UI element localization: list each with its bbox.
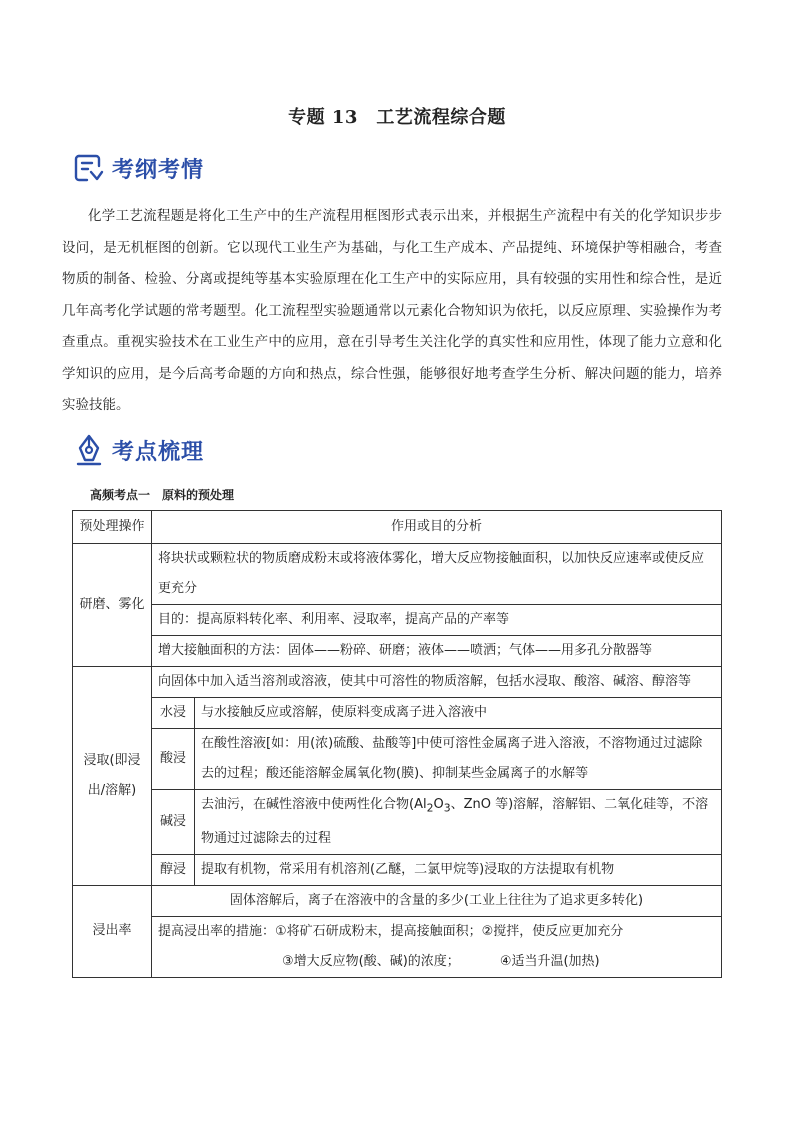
table-row xyxy=(73,698,722,729)
content-cell: 目的：提高原料转化率、利用率、浸取率，提高产品的产率等 xyxy=(152,605,722,636)
table-row xyxy=(73,790,722,855)
content-cell: 增大接触面积的方法：固体——粉碎、研磨；液体——喷洒；气体——用多孔分散器等 xyxy=(152,636,722,667)
sub-op-cell: 水浸 xyxy=(152,698,195,729)
content-cell: 与水接触反应或溶解，使原料变成离子进入溶液中 xyxy=(195,698,722,729)
op-cell: 研磨、雾化 xyxy=(73,544,152,667)
sub-op-cell: 酸浸 xyxy=(152,729,195,790)
header-cell: 作用或目的分析 xyxy=(152,511,722,544)
table-row xyxy=(73,885,722,916)
page-title: 专题 13 工艺流程综合题 xyxy=(288,107,506,128)
subheading: 高频考点一 原料的预处理 xyxy=(90,488,235,502)
content-cell: 向固体中加入适当溶剂或溶液，使其中可溶性的物质溶解，包括水浸取、酸溶、碱溶、醇溶等 xyxy=(152,667,722,698)
pretreatment-table xyxy=(72,510,722,978)
table-row xyxy=(73,667,722,698)
table-row xyxy=(73,605,722,636)
table-row xyxy=(73,544,722,605)
section-heading-exam-outline xyxy=(74,150,204,186)
content-cell: 提取有机物，常采用有机溶剂(乙醚，二氯甲烷等)浸取的方法提取有机物 xyxy=(195,854,722,885)
content-cell: 将块状或颗粒状的物质磨成粉末或将液体雾化，增大反应物接触面积，以加快反应速率或使反应更充分 xyxy=(152,544,722,605)
content-cell: 去油污，在碱性溶液中使两性化合物($Al_2O_3$、ZnO 等)溶解，溶解铝、二氧化硅等，不溶物通过过滤除去的过程 xyxy=(195,790,722,855)
sub-op-cell: 醇浸 xyxy=(152,854,195,885)
table-row xyxy=(73,854,722,885)
table-row xyxy=(73,916,722,977)
table-header-row xyxy=(73,511,722,544)
section-heading-text: 考纲考情 xyxy=(112,157,205,183)
pen-nib-icon xyxy=(74,434,104,466)
sub-op-cell: 碱浸 xyxy=(152,790,195,855)
content-cell: 在酸性溶液[如：用(浓)硫酸、盐酸等]中使可溶性金属离子进入溶液，不溶物通过过滤除去的过程；酸还能溶解金属氧化物(膜)、抑制某些金属离子的水解等 xyxy=(195,729,722,790)
table-row xyxy=(73,636,722,667)
section-heading-text: 考点梳理 xyxy=(112,439,205,465)
header-cell: 预处理操作 xyxy=(73,511,152,544)
op-cell: 浸出率 xyxy=(73,885,152,977)
list-icon xyxy=(74,152,104,184)
content-cell: 提高浸出率的措施：①将矿石研成粉末，提高接触面积；②搅拌，使反应更加充分 ③增大反应物(酸、碱)的浓度； ④适当升温(加热) xyxy=(152,916,722,977)
table-row xyxy=(73,729,722,790)
intro-paragraph: 化学工艺流程题是将化工生产中的生产流程用框图形式表示出来，并根据生产流程中有关的化学知识步步设问，是无机框图的创新。它以现代工业生产为基础，与化工生产成本、产品提纯、环境保护等相融合，考查物质的制备、检验、分离或提纯等基本实验原理在化工生产中的实际应用，具有较强的实用性和综合性，是近几年高考化学试题的常考题型。化工流程型实验题通常以元素化合物知识为依托，以反应原理、实验操作为考查重点。重视实验技术在工业生产中的应用，意在引导考生关注化学的真实性和应用性，体现了能力立意和化学知识的应用，是今后高考命题的方向和热点，综合性强，能够很好地考查学生分析、解决问题的能力，培养实验技能。 xyxy=(62,208,722,413)
section-heading-key-points xyxy=(74,432,204,468)
op-cell: 浸取(即浸出/溶解) xyxy=(73,667,152,886)
content-cell: 固体溶解后，离子在溶液中的含量的多少(工业上往往为了追求更多转化) xyxy=(152,885,722,916)
